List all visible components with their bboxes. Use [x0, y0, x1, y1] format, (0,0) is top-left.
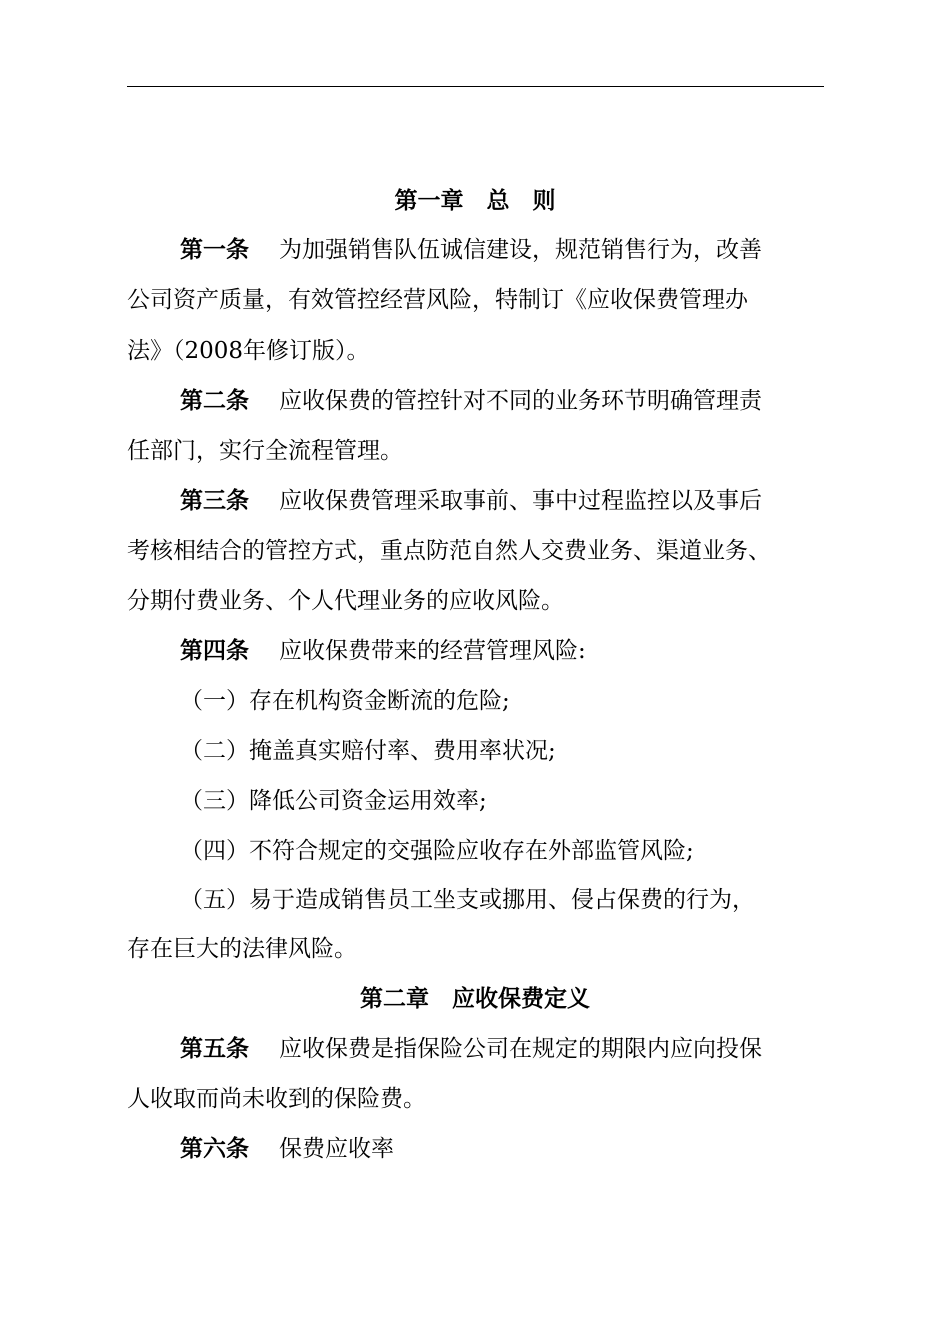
article-1-label: 第一条 [180, 236, 249, 263]
article-3-line-3: 分期付费业务、个人代理业务的应收风险。 [127, 588, 564, 614]
article-5-line-2: 人收取而尚未收到的保险费。 [127, 1086, 426, 1112]
article-4-item-4: （四）不符合规定的交强险应收存在外部监管风险; [180, 838, 694, 864]
article-4-item-5: （五）易于造成销售员工坐支或挪用、侵占保费的行为， [180, 887, 755, 913]
chapter-2-title: 第二章 应收保费定义 [360, 985, 590, 1012]
article-2-label: 第二条 [180, 387, 249, 414]
article-2-text-1: 应收保费的管控针对不同的业务环节明确管理责 [279, 388, 762, 414]
chapter-1-title: 第一章 总 则 [394, 187, 556, 214]
article-2-line-2: 任部门，实行全流程管理。 [127, 438, 403, 464]
article-3-label: 第三条 [180, 487, 249, 514]
article-4-line-1 [180, 633, 586, 669]
article-3-line-2: 考核相结合的管控方式，重点防范自然人交费业务、渠道业务、 [127, 538, 771, 564]
article-5-line-1 [180, 1031, 762, 1067]
article-4-label: 第四条 [180, 637, 249, 664]
article-4-item-3: （三）降低公司资金运用效率; [180, 788, 487, 814]
article-6-label: 第六条 [180, 1135, 249, 1162]
article-1-text-1: 为加强销售队伍诚信建设，规范销售行为，改善 [279, 237, 762, 263]
article-6-text-1: 保费应收率 [279, 1136, 394, 1162]
article-5-text-1: 应收保费是指保险公司在规定的期限内应向投保 [279, 1036, 762, 1062]
article-1-line-3: 法》（2008年修订版）。 [127, 338, 370, 364]
article-6-line-1 [180, 1131, 394, 1167]
article-2-line-1 [180, 383, 762, 419]
header-rule [127, 86, 824, 87]
article-4-item-2: （二）掩盖真实赔付率、费用率状况; [180, 738, 556, 764]
article-5-label: 第五条 [180, 1035, 249, 1062]
article-3-line-1 [180, 483, 762, 519]
article-4-text-1: 应收保费带来的经营管理风险: [279, 638, 586, 664]
article-3-text-1: 应收保费管理采取事前、事中过程监控以及事后 [279, 488, 762, 514]
article-1-line-2: 公司资产质量，有效管控经营风险，特制订《应收保费管理办 [127, 287, 748, 313]
article-4-item-1: （一）存在机构资金断流的危险; [180, 688, 510, 714]
article-1-line-1 [180, 232, 762, 268]
article-4-item-5-continuation: 存在巨大的法律风险。 [127, 936, 357, 962]
